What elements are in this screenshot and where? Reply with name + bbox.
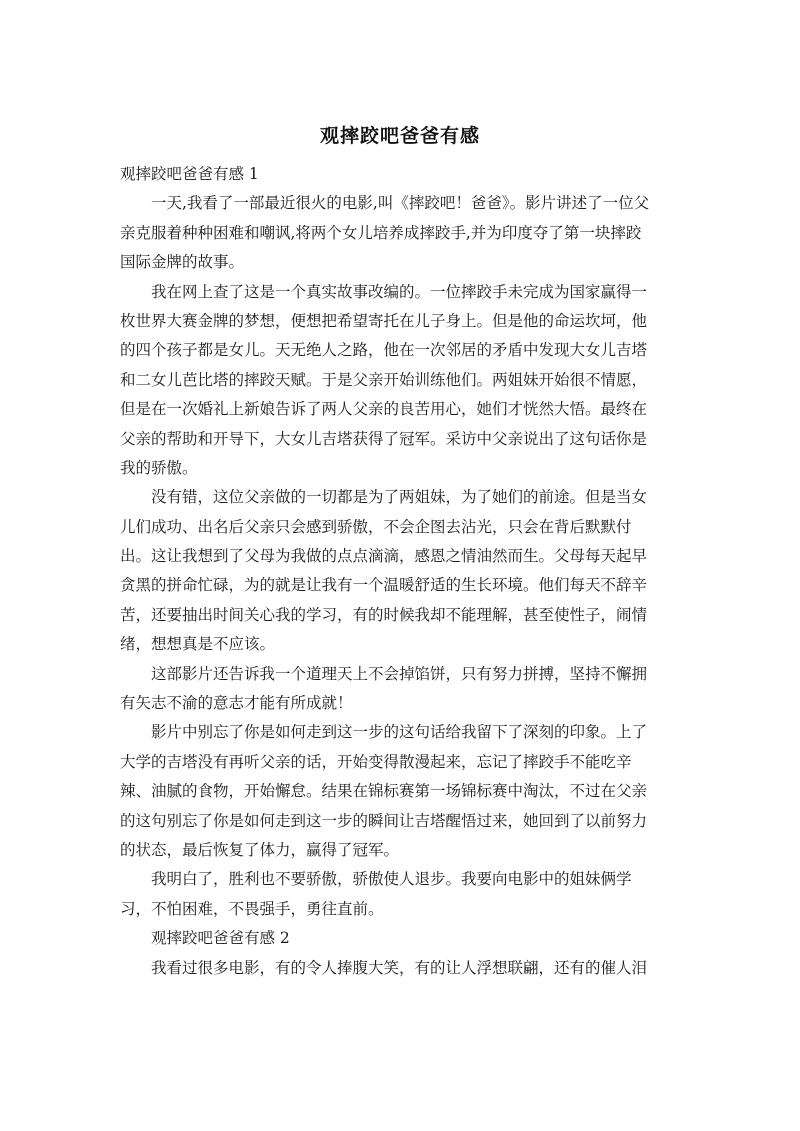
text-line: 辣、油腻的食物，开始懈怠。结果在锦标赛第一场锦标赛中淘汰，不过在父亲 xyxy=(120,782,648,801)
page-title: 观摔跤吧爸爸有感 xyxy=(319,125,480,147)
text-line: 绪，想想真是不应该。 xyxy=(120,635,276,654)
text-line: 观摔跤吧爸爸有感 2 xyxy=(151,929,290,948)
text-line: 枚世界大赛金牌的梦想，便想把希望寄托在儿子身上。但是他的命运坎坷，他 xyxy=(120,311,648,330)
text-line: 的状态，最后恢复了体力，赢得了冠军。 xyxy=(120,840,400,859)
text-line: 亲克服着种种困难和嘲讽,将两个女儿培养成摔跤手,并为印度夺了第一块摔跤 xyxy=(120,223,642,242)
text-line: 观摔跤吧爸爸有感 1 xyxy=(120,165,259,183)
text-line: 一天,我看了一部最近很火的电影,叫《摔跤吧！爸爸》。影片讲述了一位父 xyxy=(151,194,650,213)
text-line: 没有错，这位父亲做的一切都是为了两姐妹，为了她们的前途。但是当女 xyxy=(151,488,648,507)
text-line: 我看过很多电影，有的令人捧腹大笑，有的让人浮想联翩，还有的催人泪 xyxy=(151,958,648,977)
text-line: 有矢志不渝的意志才能有所成就！ xyxy=(120,694,353,713)
text-line: 影片中别忘了你是如何走到这一步的这句话给我留下了深刻的印象。上了 xyxy=(151,723,648,742)
text-line: 的这句别忘了你是如何走到这一步的瞬间让吉塔醒悟过来，她回到了以前努力 xyxy=(120,811,648,830)
text-line: 苦，还要抽出时间关心我的学习，有的时候我却不能理解，甚至使性子，闹情 xyxy=(120,605,648,624)
text-line: 出。这让我想到了父母为我做的点点滴滴，感恩之情油然而生。父母每天起早 xyxy=(120,547,648,566)
text-line: 习，不怕困难，不畏强手，勇往直前。 xyxy=(120,899,384,918)
document-body xyxy=(120,160,680,983)
text-line: 贪黑的拼命忙碌，为的就是让我有一个温暖舒适的生长环境。他们每天不辞辛 xyxy=(120,576,648,595)
text-line: 和二女儿芭比塔的摔跤天赋。于是父亲开始训练他们。两姐妹开始很不情愿， xyxy=(120,370,648,389)
text-line: 我明白了，胜利也不要骄傲，骄傲使人退步。我要向电影中的姐妹俩学 xyxy=(151,870,632,889)
text-line: 父亲的帮助和开导下，大女儿吉塔获得了冠军。采访中父亲说出了这句话你是 xyxy=(120,429,648,448)
text-line: 我在网上查了这是一个真实故事改编的。一位摔跤手未完成为国家赢得一 xyxy=(151,282,648,301)
text-line: 这部影片还告诉我一个道理天上不会掉馅饼，只有努力拼搏，坚持不懈拥 xyxy=(151,664,648,683)
text-line: 但是在一次婚礼上新娘告诉了两人父亲的良苦用心，她们才恍然大悟。最终在 xyxy=(120,400,648,419)
text-line: 儿们成功、出名后父亲只会感到骄傲，不会企图去沾光，只会在背后默默付 xyxy=(120,517,632,536)
text-line: 大学的吉塔没有再听父亲的话，开始变得散漫起来，忘记了摔跤手不能吃辛 xyxy=(120,752,632,771)
text-line: 我的骄傲。 xyxy=(120,458,198,477)
text-line: 国际金牌的故事。 xyxy=(120,253,245,272)
text-line: 的四个孩子都是女儿。天无绝人之路，他在一次邻居的矛盾中发现大女儿吉塔 xyxy=(120,341,648,360)
